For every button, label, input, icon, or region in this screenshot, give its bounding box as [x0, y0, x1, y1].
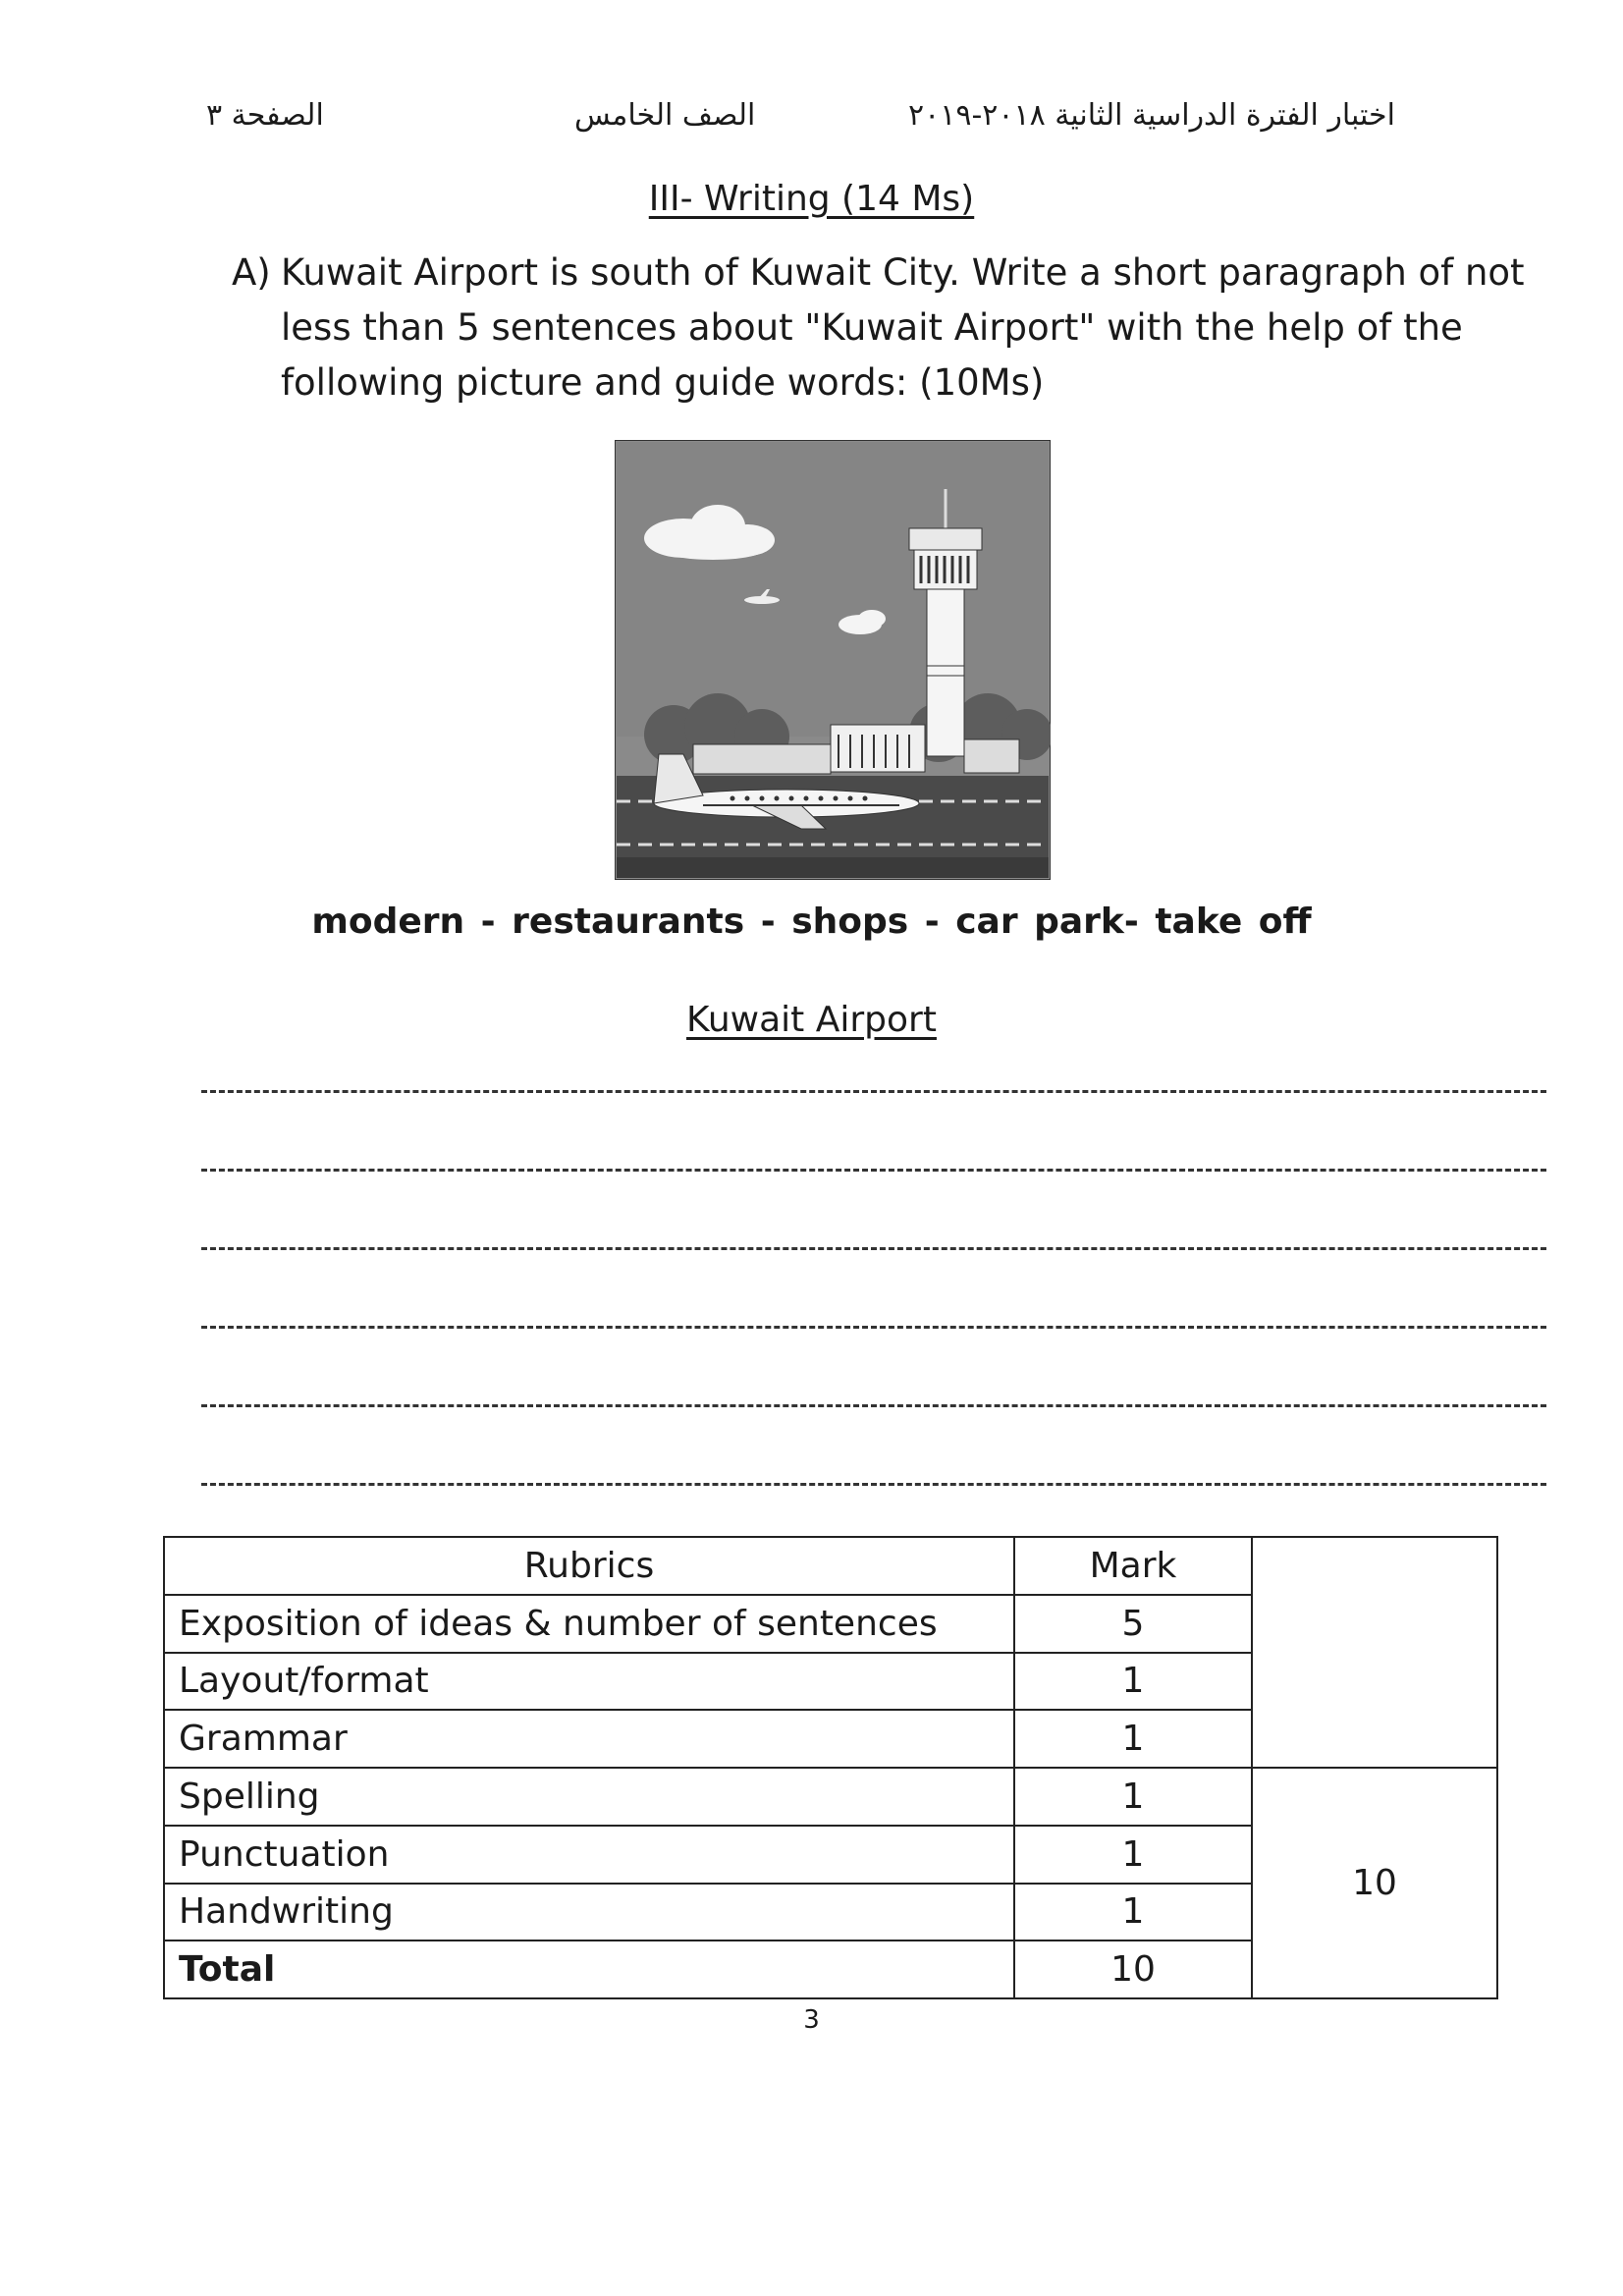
- task-a-line-3: following picture and guide words: (10Ms): [281, 361, 1045, 404]
- page-number: 3: [803, 2005, 820, 2035]
- task-a-label: A): [232, 251, 271, 294]
- writing-line[interactable]: [201, 1247, 1546, 1250]
- rubric-mark: 1: [1014, 1884, 1252, 1941]
- rubric-total-label: Total: [164, 1941, 1014, 1998]
- rubric-mark: 1: [1014, 1710, 1252, 1768]
- rubric-criteria: Layout/format: [164, 1653, 1014, 1711]
- writing-line[interactable]: [201, 1483, 1546, 1486]
- writing-line[interactable]: [201, 1169, 1546, 1172]
- rubric-criteria: Grammar: [164, 1710, 1014, 1768]
- rubric-criteria: Spelling: [164, 1768, 1014, 1826]
- page-label: الصفحة ٣: [206, 98, 324, 133]
- rubric-criteria: Punctuation: [164, 1826, 1014, 1884]
- rubric-row: [164, 1768, 1497, 1826]
- score-box[interactable]: 10: [1252, 1768, 1497, 1998]
- score-box-top: [1252, 1537, 1497, 1768]
- rubric-mark-header: Mark: [1014, 1537, 1252, 1595]
- rubric-criteria: Handwriting: [164, 1884, 1014, 1941]
- rubric-table: [163, 1536, 1498, 1999]
- paragraph-title: Kuwait Airport: [686, 1000, 937, 1040]
- task-a-line-2: less than 5 sentences about "Kuwait Airport" with the help of the: [281, 306, 1463, 349]
- writing-line[interactable]: [201, 1090, 1546, 1093]
- section-title: III- Writing (14 Ms): [648, 179, 975, 219]
- guide-words: modern - restaurants - shops - car park- take off: [311, 902, 1312, 942]
- rubric-mark: 1: [1014, 1826, 1252, 1884]
- rubric-mark: 5: [1014, 1595, 1252, 1653]
- rubric-criteria-header: Rubrics: [164, 1537, 1014, 1595]
- rubric-criteria: Exposition of ideas & number of sentences: [164, 1595, 1014, 1653]
- rubric-mark: 1: [1014, 1653, 1252, 1711]
- rubric-total-mark: 10: [1014, 1941, 1252, 1998]
- airport-illustration: [615, 440, 1051, 880]
- task-a-line-1: Kuwait Airport is south of Kuwait City. Write a short paragraph of not: [281, 251, 1525, 294]
- writing-line[interactable]: [201, 1326, 1546, 1329]
- exam-title: اختبار الفترة الدراسية الثانية ٢٠١٨-٢٠١٩: [908, 98, 1395, 133]
- grade-label: الصف الخامس: [574, 98, 756, 133]
- rubric-mark: 1: [1014, 1768, 1252, 1826]
- writing-line[interactable]: [201, 1404, 1546, 1407]
- rubric-header-row: [164, 1537, 1497, 1595]
